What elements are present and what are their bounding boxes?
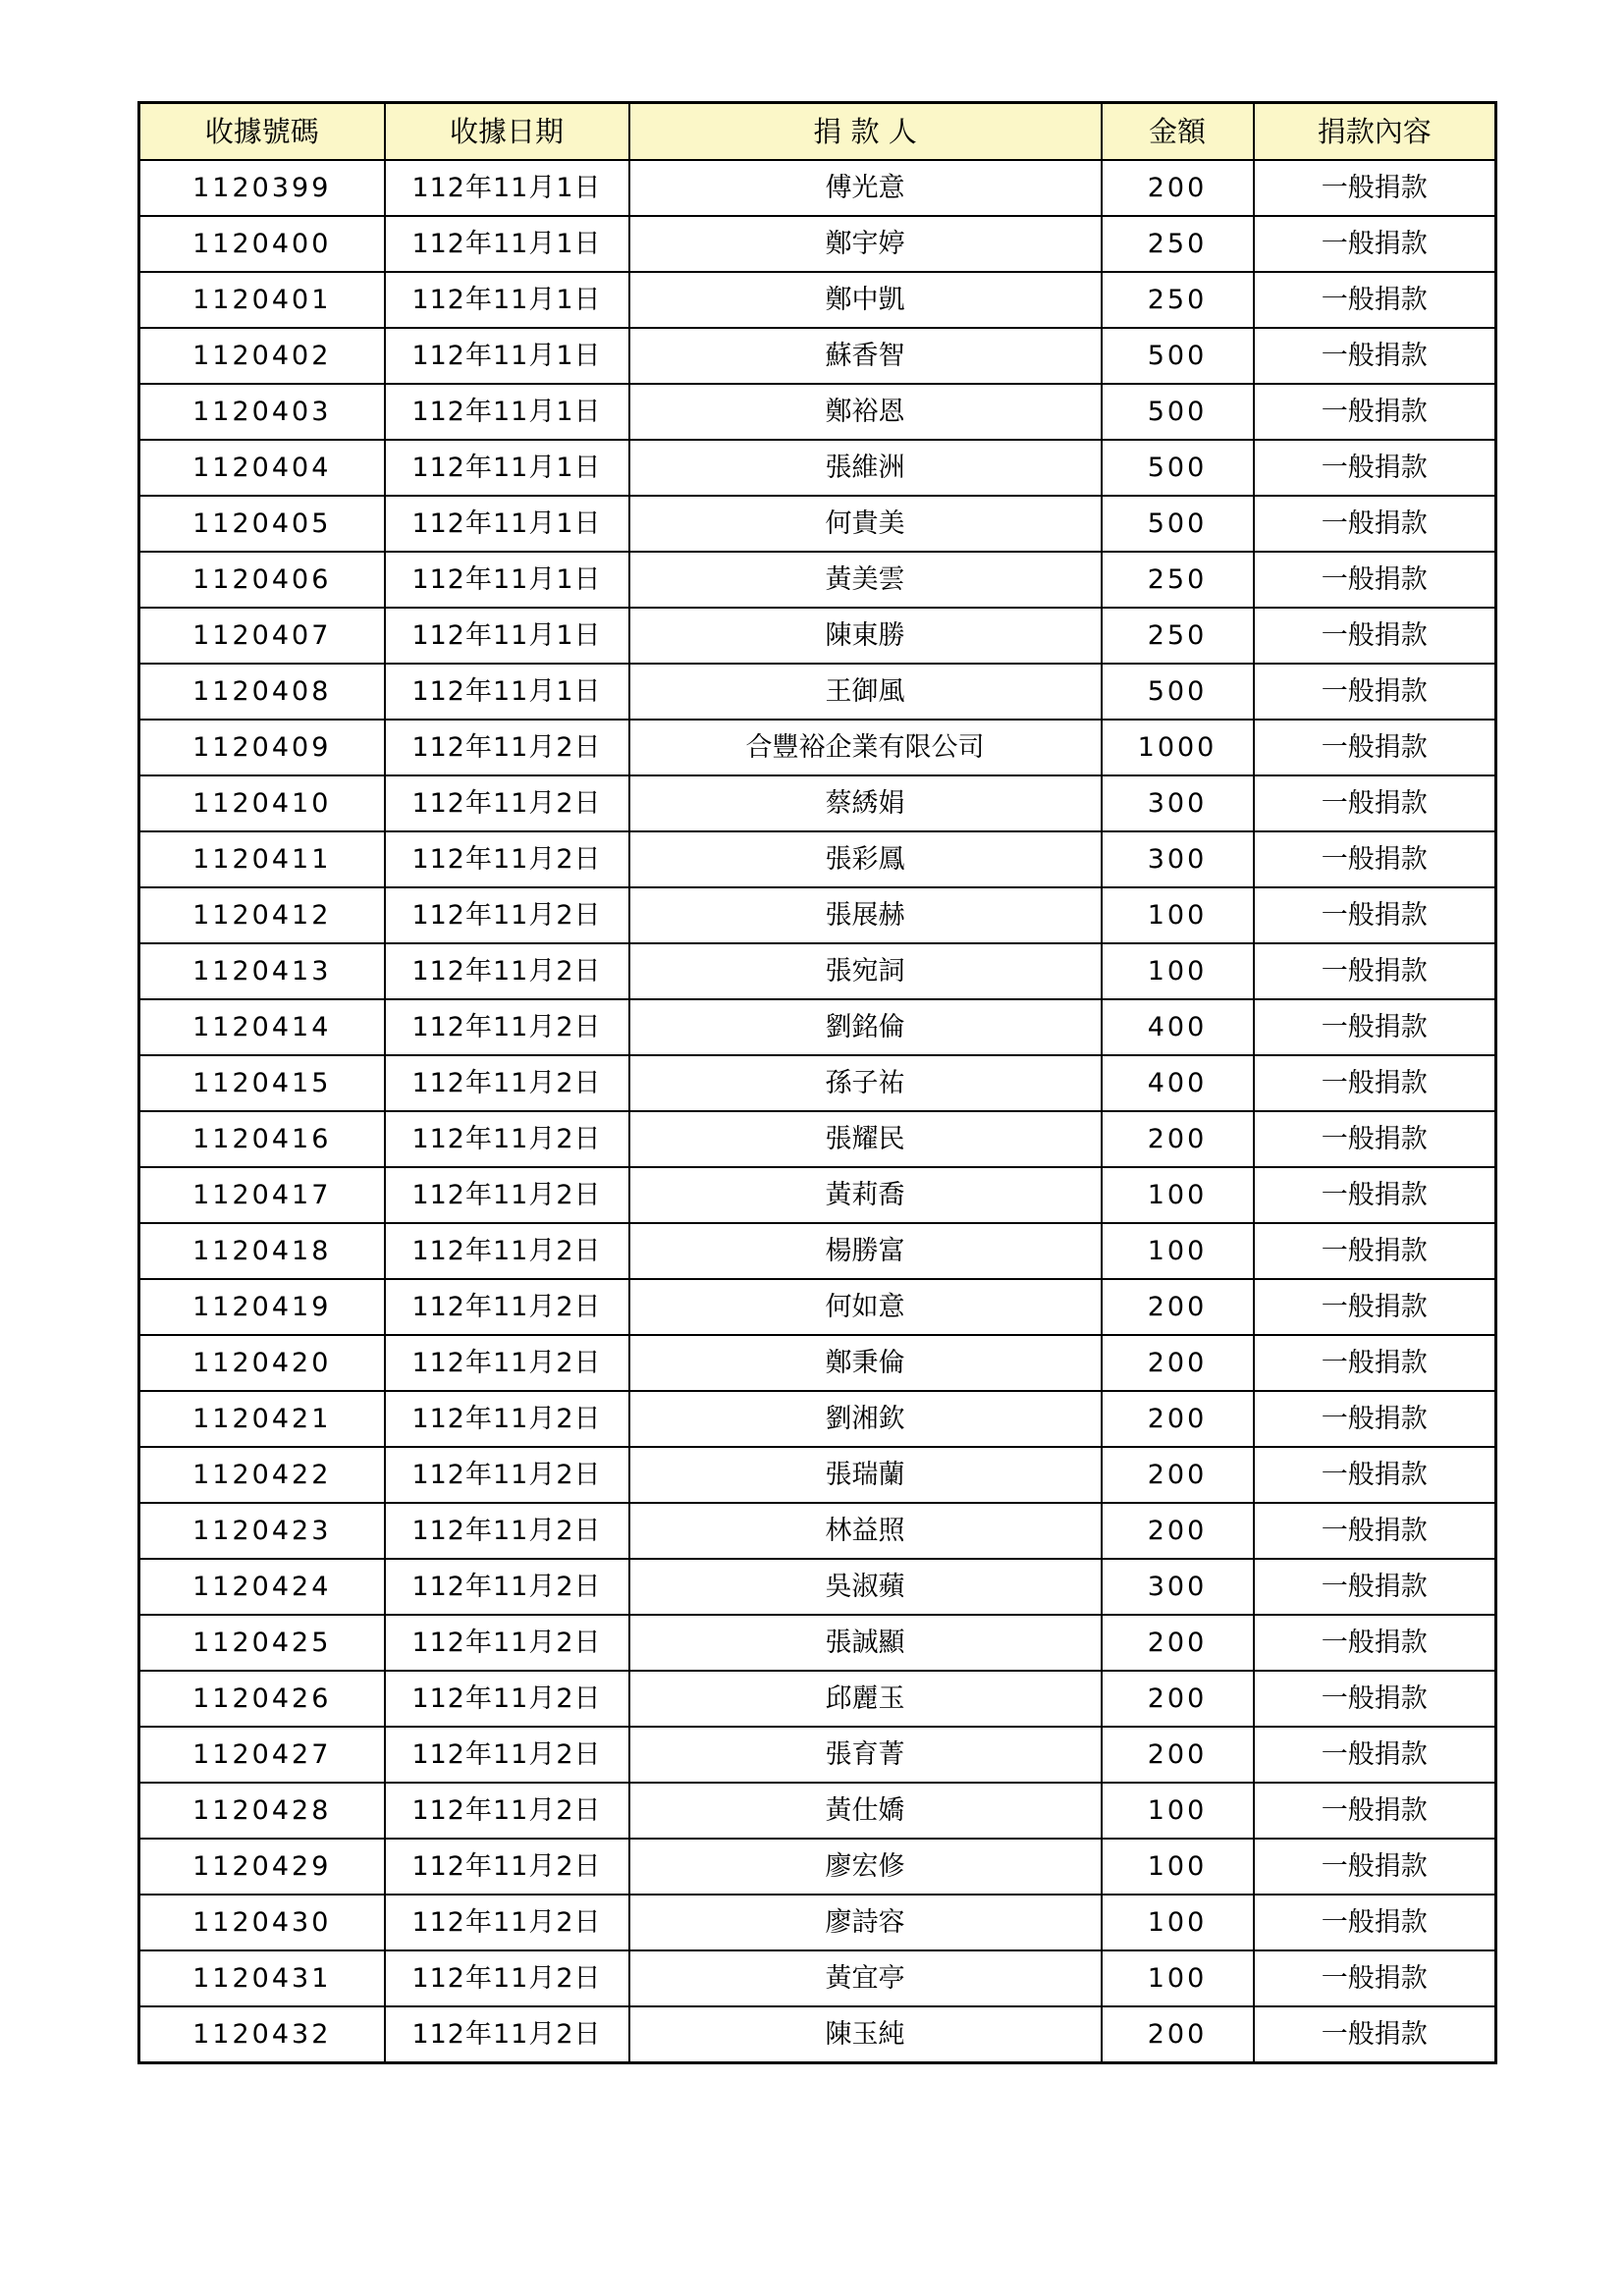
donor-cell: 黃美雲 [629, 552, 1102, 608]
table-row [139, 1950, 1496, 2006]
donor-cell: 黃宜亭 [629, 1950, 1102, 2006]
table-header [139, 103, 1496, 161]
donation-content-cell: 一般捐款 [1254, 1503, 1496, 1559]
receipt-number-cell: 1120407 [139, 608, 385, 664]
donation-content-cell: 一般捐款 [1254, 1895, 1496, 1950]
donor-cell: 蔡綉娟 [629, 775, 1102, 831]
amount-cell: 100 [1102, 1895, 1254, 1950]
donor-cell: 鄭中凱 [629, 272, 1102, 328]
donor-cell: 何貴美 [629, 496, 1102, 552]
receipt-date-cell: 112年11月2日 [385, 943, 629, 999]
donation-content-cell: 一般捐款 [1254, 328, 1496, 384]
amount-cell: 100 [1102, 1839, 1254, 1895]
donation-content-cell: 一般捐款 [1254, 775, 1496, 831]
table-row [139, 831, 1496, 887]
receipt-date-cell: 112年11月2日 [385, 831, 629, 887]
receipt-date-cell: 112年11月1日 [385, 440, 629, 496]
table-row [139, 720, 1496, 775]
receipt-number-cell: 1120409 [139, 720, 385, 775]
receipt-date-cell: 112年11月2日 [385, 1950, 629, 2006]
donation-content-cell: 一般捐款 [1254, 1447, 1496, 1503]
table-row [139, 999, 1496, 1055]
donation-content-cell: 一般捐款 [1254, 831, 1496, 887]
receipt-date-cell: 112年11月1日 [385, 272, 629, 328]
column-header-content: 捐款內容 [1254, 103, 1496, 161]
amount-cell: 500 [1102, 496, 1254, 552]
receipt-date-cell: 112年11月2日 [385, 1839, 629, 1895]
receipt-number-cell: 1120424 [139, 1559, 385, 1615]
receipt-date-cell: 112年11月2日 [385, 1279, 629, 1335]
amount-cell: 200 [1102, 1335, 1254, 1391]
receipt-date-cell: 112年11月1日 [385, 608, 629, 664]
table-row [139, 943, 1496, 999]
amount-cell: 300 [1102, 775, 1254, 831]
amount-cell: 400 [1102, 999, 1254, 1055]
receipt-number-cell: 1120432 [139, 2006, 385, 2063]
table-row [139, 1895, 1496, 1950]
donor-cell: 合豐裕企業有限公司 [629, 720, 1102, 775]
donor-cell: 鄭裕恩 [629, 384, 1102, 440]
table-row [139, 1615, 1496, 1671]
receipt-date-cell: 112年11月2日 [385, 1223, 629, 1279]
donation-content-cell: 一般捐款 [1254, 1783, 1496, 1839]
amount-cell: 500 [1102, 440, 1254, 496]
donor-cell: 鄭秉倫 [629, 1335, 1102, 1391]
donor-cell: 王御風 [629, 664, 1102, 720]
table-row [139, 1279, 1496, 1335]
receipt-number-cell: 1120415 [139, 1055, 385, 1111]
receipt-number-cell: 1120419 [139, 1279, 385, 1335]
receipt-number-cell: 1120406 [139, 552, 385, 608]
table-row [139, 1391, 1496, 1447]
receipt-number-cell: 1120423 [139, 1503, 385, 1559]
donation-content-cell: 一般捐款 [1254, 216, 1496, 272]
table-row [139, 775, 1496, 831]
receipt-number-cell: 1120420 [139, 1335, 385, 1391]
receipt-number-cell: 1120408 [139, 664, 385, 720]
receipt-number-cell: 1120410 [139, 775, 385, 831]
donation-content-cell: 一般捐款 [1254, 2006, 1496, 2063]
receipt-date-cell: 112年11月1日 [385, 496, 629, 552]
amount-cell: 500 [1102, 328, 1254, 384]
donation-content-cell: 一般捐款 [1254, 272, 1496, 328]
donation-content-cell: 一般捐款 [1254, 1223, 1496, 1279]
donation-content-cell: 一般捐款 [1254, 1391, 1496, 1447]
receipt-date-cell: 112年11月1日 [385, 160, 629, 216]
receipt-number-cell: 1120430 [139, 1895, 385, 1950]
receipt-number-cell: 1120403 [139, 384, 385, 440]
receipt-number-cell: 1120411 [139, 831, 385, 887]
amount-cell: 200 [1102, 1615, 1254, 1671]
donation-content-cell: 一般捐款 [1254, 999, 1496, 1055]
donor-cell: 鄭宇婷 [629, 216, 1102, 272]
receipt-number-cell: 1120425 [139, 1615, 385, 1671]
amount-cell: 100 [1102, 1950, 1254, 2006]
receipt-date-cell: 112年11月2日 [385, 1335, 629, 1391]
receipt-number-cell: 1120416 [139, 1111, 385, 1167]
amount-cell: 200 [1102, 1447, 1254, 1503]
receipt-date-cell: 112年11月2日 [385, 1671, 629, 1727]
donor-cell: 蘇香智 [629, 328, 1102, 384]
receipt-date-cell: 112年11月2日 [385, 1111, 629, 1167]
table-body [139, 160, 1496, 2063]
table-row [139, 1727, 1496, 1783]
donation-content-cell: 一般捐款 [1254, 552, 1496, 608]
amount-cell: 200 [1102, 1279, 1254, 1335]
table-row [139, 664, 1496, 720]
table-row [139, 1167, 1496, 1223]
donation-content-cell: 一般捐款 [1254, 1111, 1496, 1167]
table-row [139, 1447, 1496, 1503]
amount-cell: 500 [1102, 384, 1254, 440]
receipt-date-cell: 112年11月2日 [385, 1783, 629, 1839]
amount-cell: 200 [1102, 1503, 1254, 1559]
donor-cell: 張誠顯 [629, 1615, 1102, 1671]
donation-table [137, 101, 1497, 2064]
amount-cell: 250 [1102, 552, 1254, 608]
table-row [139, 1055, 1496, 1111]
receipt-date-cell: 112年11月2日 [385, 999, 629, 1055]
receipt-number-cell: 1120404 [139, 440, 385, 496]
donation-content-cell: 一般捐款 [1254, 1671, 1496, 1727]
receipt-number-cell: 1120421 [139, 1391, 385, 1447]
receipt-number-cell: 1120429 [139, 1839, 385, 1895]
receipt-number-cell: 1120405 [139, 496, 385, 552]
receipt-date-cell: 112年11月2日 [385, 1727, 629, 1783]
receipt-date-cell: 112年11月2日 [385, 2006, 629, 2063]
receipt-number-cell: 1120431 [139, 1950, 385, 2006]
donor-cell: 張瑞蘭 [629, 1447, 1102, 1503]
receipt-date-cell: 112年11月2日 [385, 1559, 629, 1615]
donation-content-cell: 一般捐款 [1254, 943, 1496, 999]
receipt-date-cell: 112年11月2日 [385, 720, 629, 775]
donor-cell: 孫子祐 [629, 1055, 1102, 1111]
amount-cell: 200 [1102, 1671, 1254, 1727]
donor-cell: 廖詩容 [629, 1895, 1102, 1950]
donation-content-cell: 一般捐款 [1254, 1335, 1496, 1391]
donor-cell: 邱麗玉 [629, 1671, 1102, 1727]
table-row [139, 160, 1496, 216]
donor-cell: 廖宏修 [629, 1839, 1102, 1895]
column-header-receipt-no: 收據號碼 [139, 103, 385, 161]
amount-cell: 200 [1102, 160, 1254, 216]
table-row [139, 1671, 1496, 1727]
amount-cell: 250 [1102, 216, 1254, 272]
donor-cell: 傅光意 [629, 160, 1102, 216]
donor-cell: 張展赫 [629, 887, 1102, 943]
receipt-number-cell: 1120399 [139, 160, 385, 216]
donation-content-cell: 一般捐款 [1254, 496, 1496, 552]
column-header-receipt-date: 收據日期 [385, 103, 629, 161]
table-row [139, 2006, 1496, 2063]
amount-cell: 500 [1102, 664, 1254, 720]
donor-cell: 吳淑蘋 [629, 1559, 1102, 1615]
receipt-date-cell: 112年11月2日 [385, 1615, 629, 1671]
donor-cell: 張維洲 [629, 440, 1102, 496]
donor-cell: 何如意 [629, 1279, 1102, 1335]
donor-cell: 黃仕嬌 [629, 1783, 1102, 1839]
table-row [139, 1839, 1496, 1895]
amount-cell: 100 [1102, 1223, 1254, 1279]
amount-cell: 200 [1102, 1391, 1254, 1447]
receipt-date-cell: 112年11月1日 [385, 552, 629, 608]
receipt-date-cell: 112年11月1日 [385, 328, 629, 384]
donation-content-cell: 一般捐款 [1254, 384, 1496, 440]
receipt-date-cell: 112年11月2日 [385, 1895, 629, 1950]
amount-cell: 100 [1102, 887, 1254, 943]
donation-content-cell: 一般捐款 [1254, 720, 1496, 775]
table-row [139, 496, 1496, 552]
receipt-date-cell: 112年11月2日 [385, 1503, 629, 1559]
donor-cell: 劉湘欽 [629, 1391, 1102, 1447]
table-row [139, 328, 1496, 384]
table-row [139, 608, 1496, 664]
amount-cell: 200 [1102, 1727, 1254, 1783]
donor-cell: 林益照 [629, 1503, 1102, 1559]
receipt-number-cell: 1120418 [139, 1223, 385, 1279]
table-row [139, 272, 1496, 328]
receipt-date-cell: 112年11月2日 [385, 1447, 629, 1503]
table-row [139, 1223, 1496, 1279]
amount-cell: 100 [1102, 943, 1254, 999]
amount-cell: 200 [1102, 2006, 1254, 2063]
receipt-date-cell: 112年11月2日 [385, 887, 629, 943]
column-header-amount: 金額 [1102, 103, 1254, 161]
receipt-date-cell: 112年11月2日 [385, 1391, 629, 1447]
receipt-date-cell: 112年11月2日 [385, 1055, 629, 1111]
receipt-number-cell: 1120417 [139, 1167, 385, 1223]
receipt-number-cell: 1120400 [139, 216, 385, 272]
receipt-number-cell: 1120412 [139, 887, 385, 943]
donation-content-cell: 一般捐款 [1254, 160, 1496, 216]
table-row [139, 440, 1496, 496]
donor-cell: 陳玉純 [629, 2006, 1102, 2063]
receipt-number-cell: 1120426 [139, 1671, 385, 1727]
receipt-date-cell: 112年11月1日 [385, 664, 629, 720]
donation-content-cell: 一般捐款 [1254, 1950, 1496, 2006]
receipt-number-cell: 1120422 [139, 1447, 385, 1503]
receipt-number-cell: 1120428 [139, 1783, 385, 1839]
amount-cell: 250 [1102, 272, 1254, 328]
donor-cell: 張彩鳳 [629, 831, 1102, 887]
donation-content-cell: 一般捐款 [1254, 887, 1496, 943]
table-row [139, 1335, 1496, 1391]
donation-content-cell: 一般捐款 [1254, 1167, 1496, 1223]
donor-cell: 陳東勝 [629, 608, 1102, 664]
amount-cell: 300 [1102, 831, 1254, 887]
donor-cell: 劉銘倫 [629, 999, 1102, 1055]
donor-cell: 張育菁 [629, 1727, 1102, 1783]
donation-content-cell: 一般捐款 [1254, 1839, 1496, 1895]
table-row [139, 1503, 1496, 1559]
donor-cell: 黃莉喬 [629, 1167, 1102, 1223]
table-row [139, 216, 1496, 272]
amount-cell: 250 [1102, 608, 1254, 664]
amount-cell: 300 [1102, 1559, 1254, 1615]
receipt-date-cell: 112年11月2日 [385, 775, 629, 831]
amount-cell: 100 [1102, 1783, 1254, 1839]
donor-cell: 張耀民 [629, 1111, 1102, 1167]
receipt-number-cell: 1120427 [139, 1727, 385, 1783]
donation-content-cell: 一般捐款 [1254, 440, 1496, 496]
table-row [139, 1783, 1496, 1839]
table-row [139, 384, 1496, 440]
donation-content-cell: 一般捐款 [1254, 608, 1496, 664]
receipt-date-cell: 112年11月1日 [385, 384, 629, 440]
amount-cell: 400 [1102, 1055, 1254, 1111]
donation-content-cell: 一般捐款 [1254, 1727, 1496, 1783]
table-row [139, 1111, 1496, 1167]
donation-content-cell: 一般捐款 [1254, 1559, 1496, 1615]
table-row [139, 1559, 1496, 1615]
table-row [139, 552, 1496, 608]
column-header-donor: 捐 款 人 [629, 103, 1102, 161]
header-row [139, 103, 1496, 161]
amount-cell: 1000 [1102, 720, 1254, 775]
receipt-number-cell: 1120414 [139, 999, 385, 1055]
receipt-date-cell: 112年11月2日 [385, 1167, 629, 1223]
amount-cell: 100 [1102, 1167, 1254, 1223]
receipt-number-cell: 1120402 [139, 328, 385, 384]
donation-content-cell: 一般捐款 [1254, 1615, 1496, 1671]
amount-cell: 200 [1102, 1111, 1254, 1167]
donation-content-cell: 一般捐款 [1254, 1279, 1496, 1335]
donor-cell: 張宛詞 [629, 943, 1102, 999]
donation-list-sheet [137, 101, 1494, 2064]
receipt-date-cell: 112年11月1日 [385, 216, 629, 272]
receipt-number-cell: 1120413 [139, 943, 385, 999]
receipt-number-cell: 1120401 [139, 272, 385, 328]
donation-content-cell: 一般捐款 [1254, 664, 1496, 720]
table-row [139, 887, 1496, 943]
donor-cell: 楊勝富 [629, 1223, 1102, 1279]
donation-content-cell: 一般捐款 [1254, 1055, 1496, 1111]
